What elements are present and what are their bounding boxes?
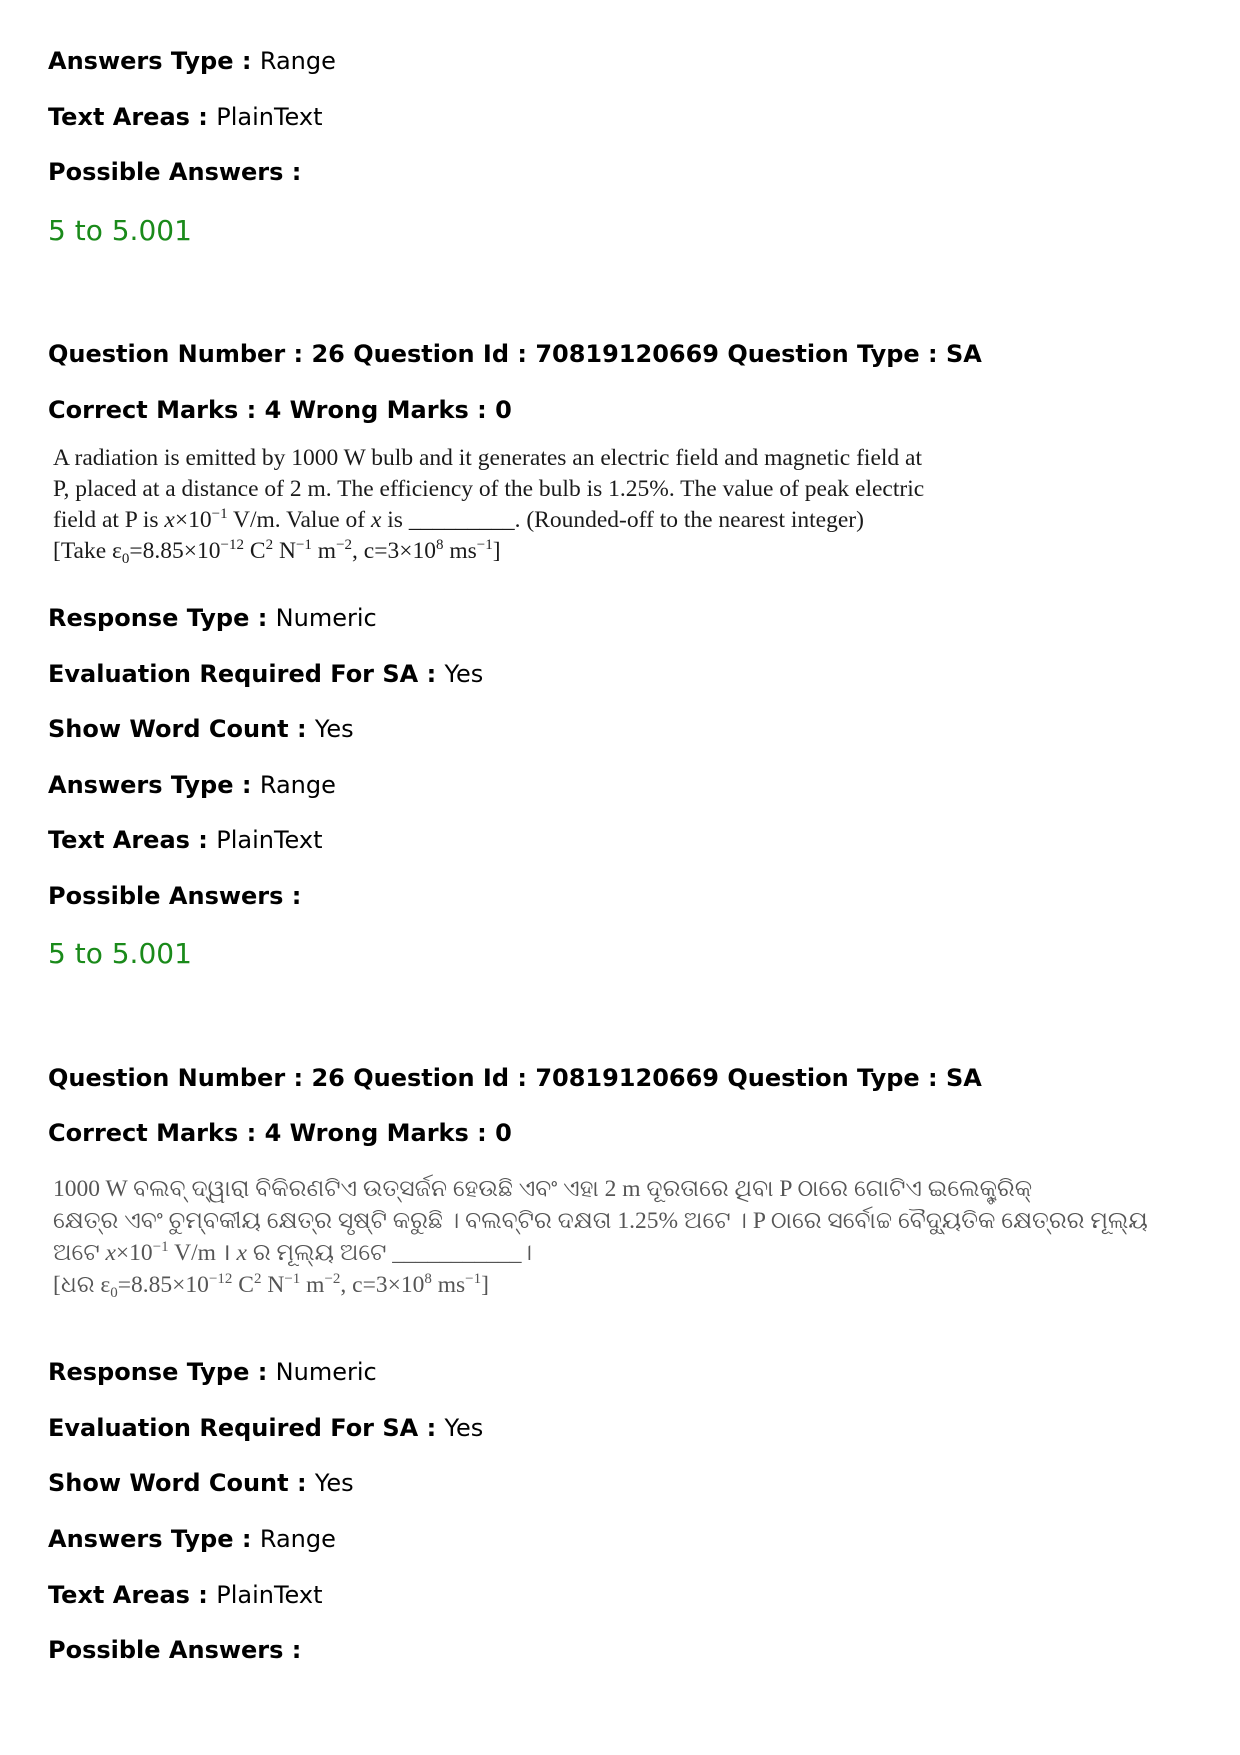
text-areas-label: Text Areas :: [48, 103, 217, 131]
show-word-count-row: Show Word Count : Yes: [48, 715, 354, 743]
question-line-3: field at P is $x\times 10^{-1}$ V/m. Value of x is _________. (Rounded-off to the nearest integer): [53, 506, 864, 533]
question-line-2: P, placed at a distance of 2 m. The efficiency of the bulb is 1.25%. The value of peak electric: [53, 476, 925, 502]
text-areas-value: PlainText: [216, 103, 323, 131]
text-areas-row: Text Areas : PlainText: [48, 1581, 323, 1609]
response-type-row: Response Type : Numeric: [48, 1358, 377, 1386]
question-line-4: [ଧର $\varepsilon_0=8.85\times 10^{-12}$ $C^2$ $N^{-1}$ $m^{-2}$, $c=3\times 10^8$ $ms^{-1}$]: [53, 1271, 489, 1301]
question-line-3: ଅଟେ $x\times 10^{-1}$ V/m । x ର ମୂଲ୍ୟ ଅଟେ ___________।: [53, 1239, 533, 1266]
question-line-4: [Take $\varepsilon_0=8.85\times 10^{-12}$ $C^2$ $N^{-1}$ $m^{-2}$, $c=3\times 10^8$ $ms^{-1}$]: [53, 537, 501, 567]
possible-answers-row: [48, 157, 301, 187]
text-areas-row: [48, 102, 323, 132]
question-marks: Correct Marks : 4 Wrong Marks : 0: [48, 1119, 512, 1147]
question-marks: Correct Marks : 4 Wrong Marks : 0: [48, 396, 512, 424]
question-header: Question Number : 26 Question Id : 70819120669 Question Type : SA: [48, 1064, 982, 1092]
answers-type-row: Answers Type : Range: [48, 771, 336, 799]
answers-type-label: Answers Type :: [48, 47, 260, 75]
question-header: Question Number : 26 Question Id : 70819120669 Question Type : SA: [48, 340, 982, 368]
answers-type-value: Range: [259, 47, 336, 75]
question-line-2: କ୍ଷେତ୍ର ଏବଂ ଚୁମ୍ବକୀୟ କ୍ଷେତ୍ର ସୃଷ୍ଟି କରୁଛି । ବଲବ୍‌ଟିର ଦକ୍ଷତା 1.25% ଅଟେ । P ଠାରେ ସର୍ବୋଚ୍ଚ ବୈଦ୍ୟୁତିକ କ୍ଷେତ୍ରର ମୂଲ୍ୟ: [53, 1208, 1148, 1234]
question-text-english: [53, 443, 924, 567]
evaluation-required-row: Evaluation Required For SA : Yes: [48, 660, 484, 688]
answers-type-row: Answers Type : Range: [48, 1525, 336, 1553]
possible-answers-row: Possible Answers :: [48, 882, 302, 910]
question-line-1: A radiation is emitted by 1000 W bulb and it generates an electric field and magnetic field at: [53, 445, 923, 471]
question-text-odia: [53, 1174, 1148, 1302]
text-areas-row: Text Areas : PlainText: [48, 826, 323, 854]
question-line-1: 1000 W ବଲବ୍ ଦ୍ୱାରା ବିକିରଣଟିଏ ଉତ୍ସର୍ଜନ ହେଉଛି ଏବଂ ଏହା 2 m ଦୂରତାରେ ଥିବା P ଠାରେ ଗୋଟିଏ ଇଲେକ୍ଟ୍ରିକ୍: [53, 1176, 1033, 1202]
answers-type-row: [48, 46, 336, 76]
possible-answer-value: 5 to 5.001: [48, 937, 192, 970]
possible-answer-value: 5 to 5.001: [48, 214, 192, 247]
possible-answers-label: Possible Answers :: [48, 158, 302, 186]
evaluation-required-row: Evaluation Required For SA : Yes: [48, 1414, 484, 1442]
show-word-count-row: Show Word Count : Yes: [48, 1469, 354, 1497]
response-type-row: Response Type : Numeric: [48, 604, 377, 632]
possible-answers-row: Possible Answers :: [48, 1636, 302, 1664]
